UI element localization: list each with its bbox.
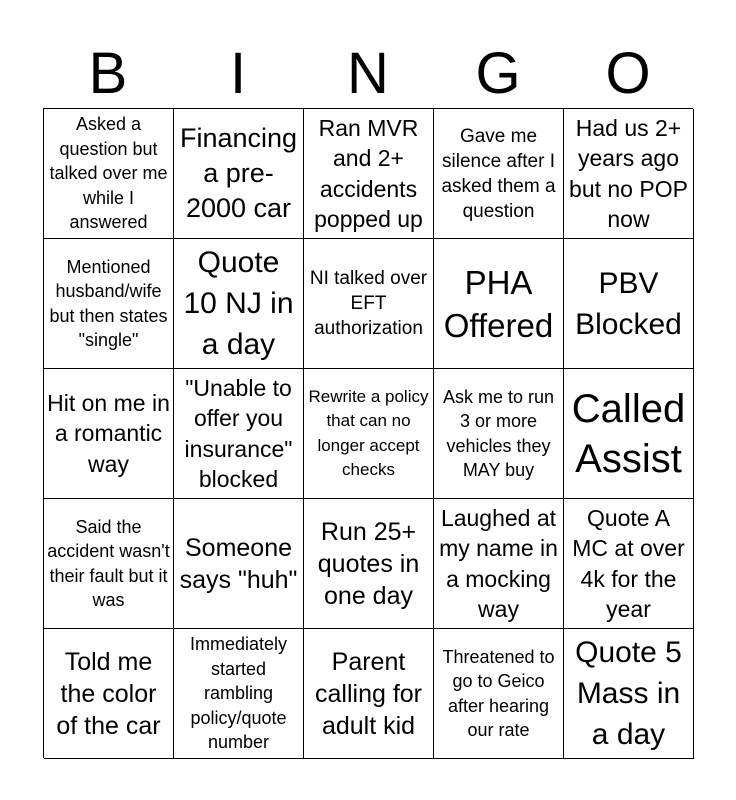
bingo-cell[interactable]	[174, 629, 304, 759]
bingo-cell-text: Threatened to go to Geico after hearing our rate	[442, 646, 555, 740]
bingo-cell-text: Rewrite a policy that can no longer accept checks	[308, 386, 429, 479]
bingo-cell-text: PBV Blocked	[575, 266, 682, 341]
bingo-cell[interactable]	[304, 629, 434, 759]
header-letter-g: G	[475, 41, 521, 106]
bingo-cell[interactable]	[434, 109, 564, 239]
bingo-cell-text: Gave me silence after I asked them a question	[441, 125, 556, 222]
header-letter-o: O	[605, 41, 651, 106]
bingo-cell[interactable]	[44, 369, 174, 499]
bingo-cell[interactable]	[434, 369, 564, 499]
bingo-cell[interactable]	[434, 239, 564, 369]
bingo-cell-text: Ran MVR and 2+ accidents popped up	[314, 114, 423, 232]
bingo-cell[interactable]	[564, 369, 694, 499]
bingo-cell[interactable]	[44, 629, 174, 759]
bingo-cell-text: Asked a question but talked over me while I answered	[49, 114, 168, 233]
bingo-cell-text: Mentioned husband/wife but then states "single"	[49, 256, 168, 350]
bingo-cell[interactable]	[564, 239, 694, 369]
bingo-cell[interactable]	[304, 239, 434, 369]
bingo-cell-text: Laughed at my name in a mocking way	[439, 504, 558, 622]
bingo-cell-text: "Unable to offer you insurance" blocked	[184, 374, 293, 492]
bingo-cell-text: Quote A MC at over 4k for the year	[572, 504, 685, 622]
bingo-cell-text: Called Assist	[571, 386, 686, 481]
bingo-cell-text: Parent calling for adult kid	[315, 647, 422, 740]
bingo-cell-text: Ask me to run 3 or more vehicles they MAY buy	[442, 386, 555, 480]
header-letter-i: I	[229, 41, 247, 106]
bingo-cell[interactable]	[174, 369, 304, 499]
bingo-cell-text: Told me the color of the car	[56, 647, 161, 740]
bingo-cell[interactable]	[174, 499, 304, 629]
bingo-cell[interactable]	[564, 109, 694, 239]
bingo-cell[interactable]	[434, 499, 564, 629]
bingo-cell[interactable]	[44, 499, 174, 629]
bingo-cell[interactable]	[174, 239, 304, 369]
bingo-cell[interactable]	[174, 109, 304, 239]
bingo-cell-text: Quote 5 Mass in a day	[575, 636, 682, 751]
bingo-cell-text: Immediately started rambling policy/quote number	[189, 634, 288, 753]
bingo-cell-text: Quote 10 NJ in a day	[183, 246, 294, 361]
bingo-cell-text: Had us 2+ years ago but no POP now	[569, 114, 688, 232]
bingo-cell[interactable]	[44, 239, 174, 369]
bingo-cell[interactable]	[304, 499, 434, 629]
bingo-cell[interactable]	[304, 369, 434, 499]
bingo-cell-text: PHA Offered	[443, 263, 554, 344]
header-letter-n: N	[347, 41, 389, 106]
bingo-header	[43, 40, 693, 108]
header-letter-b: B	[88, 41, 128, 106]
bingo-cell-text: Said the accident wasn't their fault but it was	[47, 516, 170, 610]
bingo-cell-text: Run 25+ quotes in one day	[317, 517, 420, 610]
bingo-cell[interactable]	[44, 109, 174, 239]
bingo-cell[interactable]	[304, 109, 434, 239]
bingo-cell-text: NI talked over EFT authorization	[309, 268, 428, 339]
bingo-cell[interactable]	[434, 629, 564, 759]
bingo-cell[interactable]	[564, 629, 694, 759]
bingo-cell-text: Someone says "huh"	[179, 533, 298, 594]
bingo-cell-text: Financing a pre-2000 car	[179, 123, 298, 223]
bingo-board	[43, 108, 693, 758]
bingo-cell-text: Hit on me in a romantic way	[47, 389, 170, 477]
bingo-cell[interactable]	[564, 499, 694, 629]
